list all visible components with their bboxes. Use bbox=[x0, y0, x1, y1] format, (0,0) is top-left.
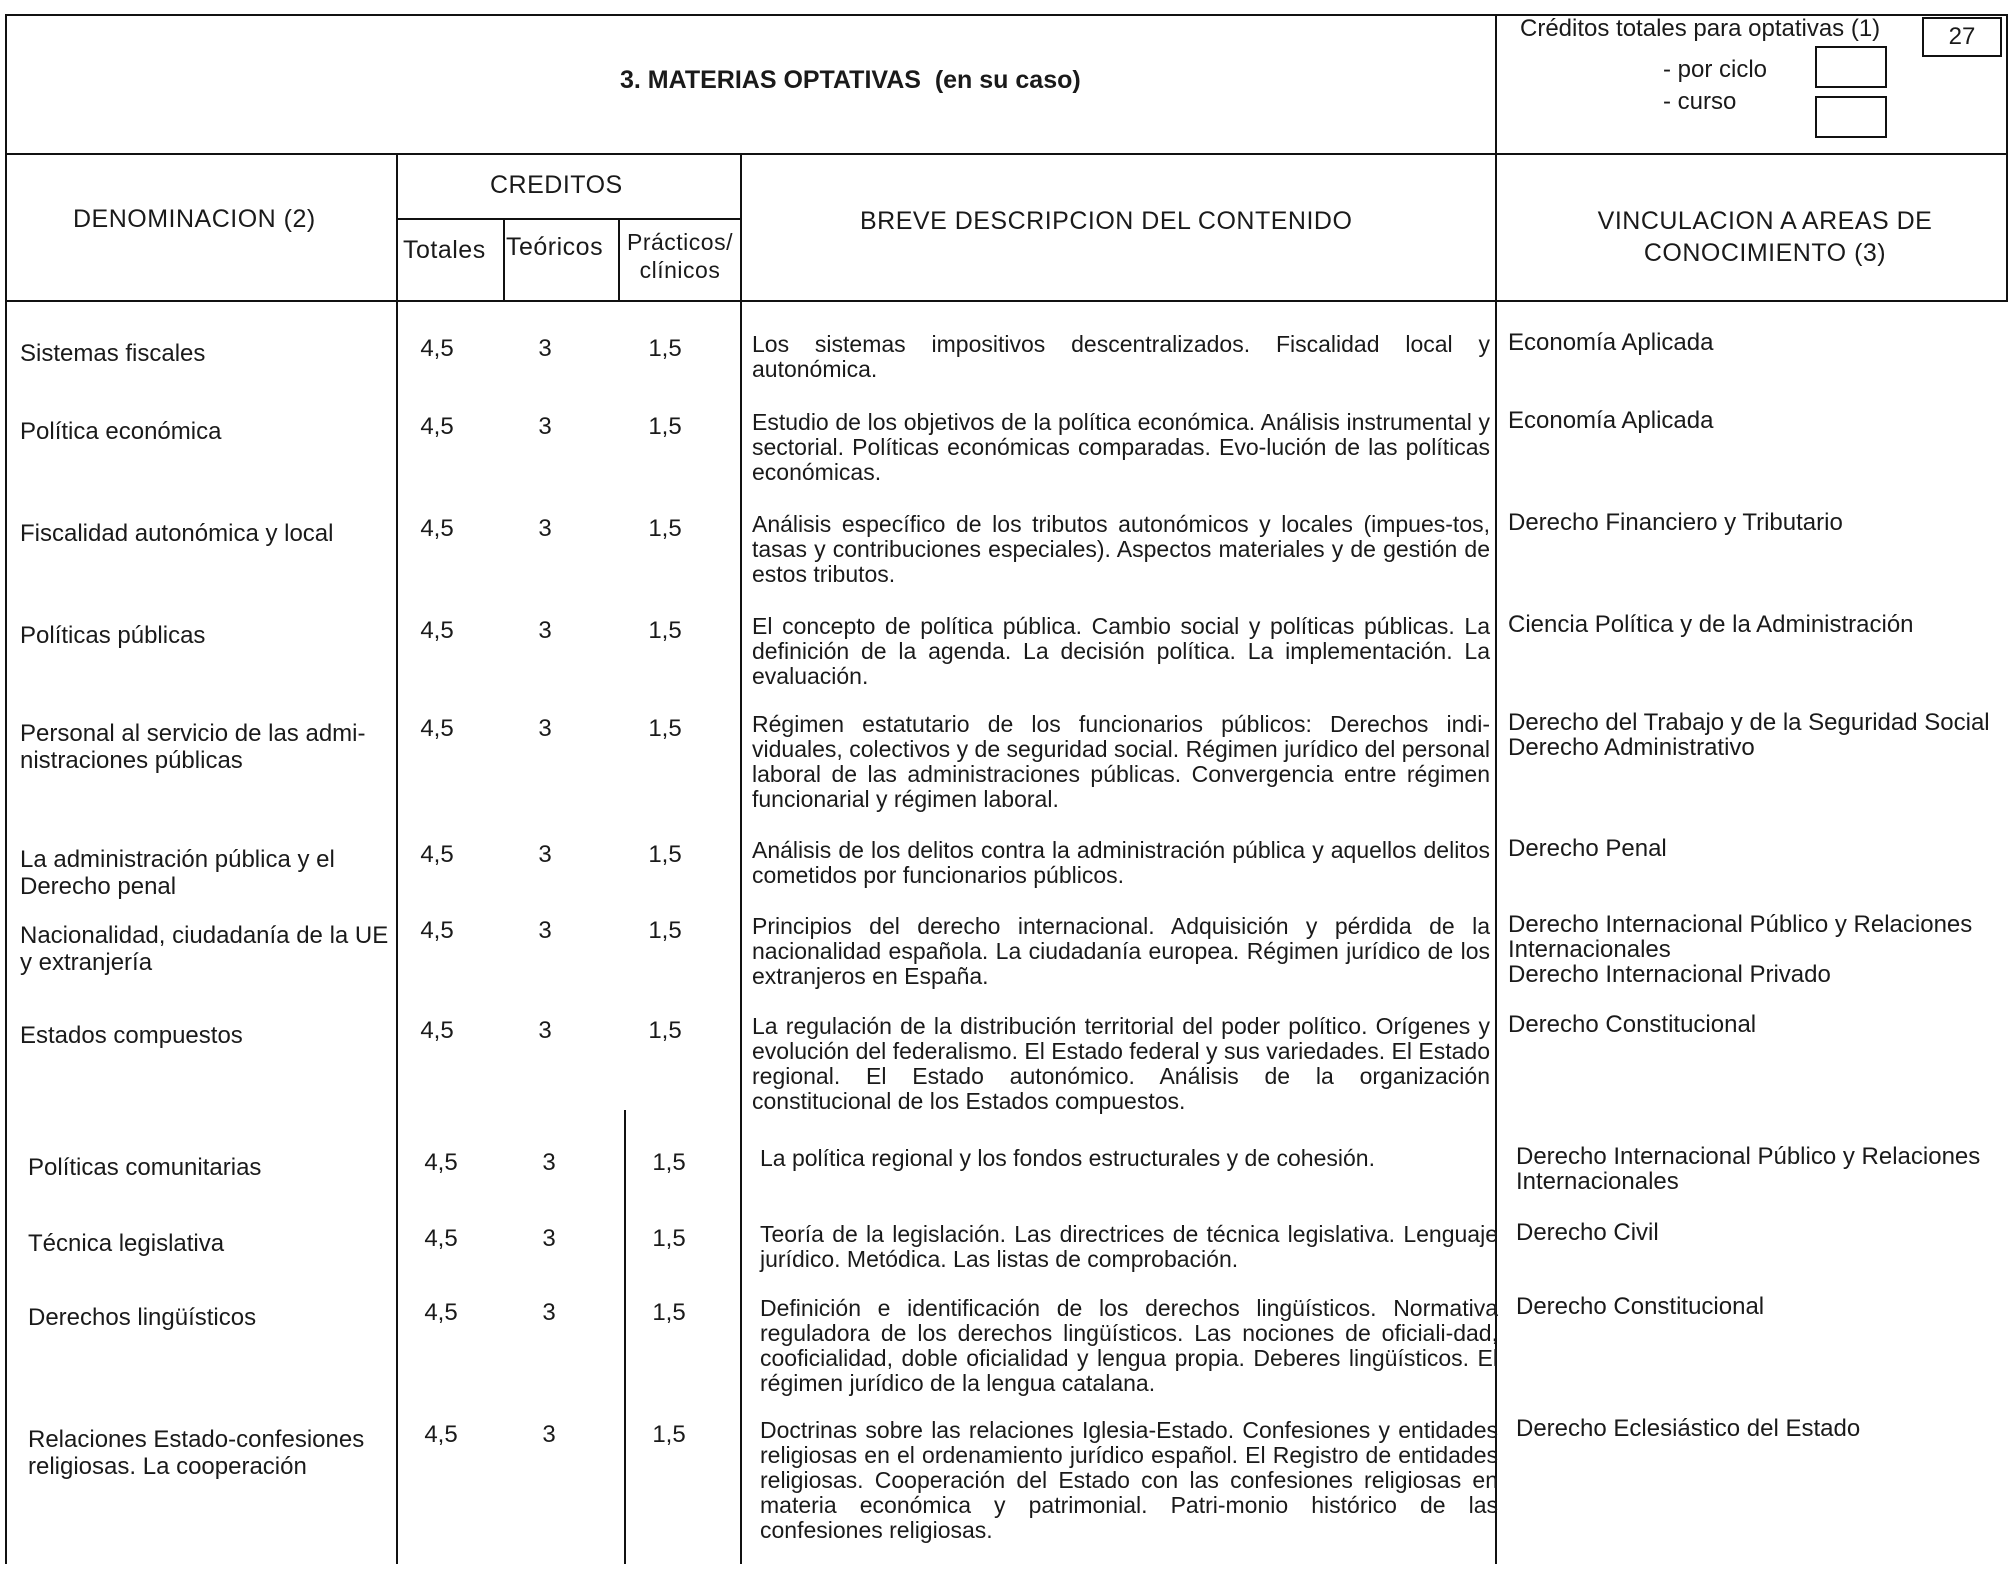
col-header-descripcion: BREVE DESCRIPCION DEL CONTENIDO bbox=[860, 207, 1353, 235]
creditos-practicos: 1,5 bbox=[652, 1225, 686, 1252]
frame-right-top bbox=[2006, 14, 2008, 302]
col-header-denominacion: DENOMINACION (2) bbox=[73, 205, 316, 233]
creditos-teoricos: 3 bbox=[542, 1149, 556, 1176]
materia-descripcion: Los sistemas impositivos descentralizados. Fiscalidad local y autonómica. bbox=[752, 331, 1490, 382]
creditos-totales: 4,5 bbox=[420, 335, 454, 362]
area-conocimiento: Derecho Constitucional bbox=[1508, 1011, 1757, 1038]
page-title: 3. MATERIAS OPTATIVAS (en su caso) bbox=[620, 66, 1081, 94]
col-header-vinculacion: VINCULACION A AREAS DE CONOCIMIENTO (3) bbox=[1597, 207, 1933, 267]
total-credits-value: 27 bbox=[1948, 23, 1976, 50]
creditos-practicos: 1,5 bbox=[648, 715, 682, 742]
materia-name: Sistemas fiscales bbox=[20, 340, 206, 367]
total-credits-box bbox=[1922, 17, 2002, 57]
creditos-teoricos: 3 bbox=[542, 1299, 556, 1326]
creditos-practicos: 1,5 bbox=[648, 413, 682, 440]
creditos-totales: 4,5 bbox=[420, 515, 454, 542]
col-divider-3-body bbox=[624, 1110, 626, 1564]
materia-descripcion: Doctrinas sobre las relaciones Iglesia-Estado. Confesiones y entidades religiosas en el ordenamiento jurídico español. El Registro de entidades religiosas. Cooperación del Estado con las confesiones religiosas en materia económica y patrimonial. Patri-monio histórico de las confesiones religiosas. bbox=[760, 1417, 1498, 1543]
col-header-creditos: CREDITOS bbox=[490, 171, 623, 199]
col-divider-4 bbox=[740, 153, 742, 1564]
area-conocimiento: Derecho Civil bbox=[1516, 1219, 1659, 1246]
total-credits-label: Créditos totales para optativas (1) bbox=[1520, 15, 1881, 42]
materia-name: Derechos lingüísticos bbox=[28, 1304, 257, 1331]
creditos-practicos: 1,5 bbox=[648, 617, 682, 644]
materia-descripcion: Régimen estatutario de los funcionarios públicos: Derechos indi-viduales, colectivos y de seguridad social. Régimen jurídico del personal laboral de las administraciones públicas. Convergencia entre régimen funcionarial y régimen laboral. bbox=[752, 711, 1490, 812]
col-header-teoricos: Teóricos bbox=[506, 233, 604, 261]
materia-name: Relaciones Estado-confesiones religiosas. La cooperación bbox=[28, 1426, 365, 1480]
creditos-totales: 4,5 bbox=[420, 413, 454, 440]
creditos-totales: 4,5 bbox=[420, 1017, 454, 1044]
creditos-teoricos: 3 bbox=[538, 917, 552, 944]
area-conocimiento: Economía Aplicada bbox=[1508, 407, 1714, 434]
area-conocimiento: Derecho del Trabajo y de la Seguridad Social Derecho Administrativo bbox=[1508, 709, 1990, 761]
creditos-practicos: 1,5 bbox=[648, 841, 682, 868]
per-cycle-label: - por ciclo bbox=[1663, 56, 1768, 83]
materia-descripcion: La regulación de la distribución territorial del poder político. Orígenes y evolución del federalismo. El Estado federal y sus variedades. El Estado regional. El Estado autonómico. Análisis de la organización constitucional de los Estados compuestos. bbox=[752, 1013, 1490, 1114]
materia-descripcion: Estudio de los objetivos de la política económica. Análisis instrumental y sectorial. Políticas económicas comparadas. Evo-lución de las políticas económicas. bbox=[752, 409, 1490, 485]
creditos-practicos: 1,5 bbox=[652, 1299, 686, 1326]
creditos-practicos: 1,5 bbox=[652, 1421, 686, 1448]
area-conocimiento: Derecho Penal bbox=[1508, 835, 1667, 862]
materia-descripcion: El concepto de política pública. Cambio social y políticas públicas. La definición de la agenda. La decisión política. La implementación. La evaluación. bbox=[752, 613, 1490, 689]
area-conocimiento: Economía Aplicada bbox=[1508, 329, 1714, 356]
per-cycle-box[interactable] bbox=[1815, 46, 1887, 88]
creditos-totales: 4,5 bbox=[424, 1299, 458, 1326]
materia-descripcion: La política regional y los fondos estructurales y de cohesión. bbox=[760, 1145, 1375, 1171]
materia-name: Estados compuestos bbox=[20, 1022, 243, 1049]
materia-name: Nacionalidad, ciudadanía de la UE y extranjería bbox=[20, 922, 389, 976]
area-conocimiento: Derecho Financiero y Tributario bbox=[1508, 509, 1843, 536]
creditos-totales: 4,5 bbox=[420, 617, 454, 644]
creditos-subline bbox=[396, 218, 740, 220]
creditos-practicos: 1,5 bbox=[648, 515, 682, 542]
materia-descripcion: Análisis específico de los tributos autonómicos y locales (impues-tos, tasas y contribuciones especiales). Aspectos materiales y de gestión de estos tributos. bbox=[752, 511, 1490, 587]
col-header-practicos: Prácticos/ clínicos bbox=[627, 229, 733, 283]
creditos-teoricos: 3 bbox=[542, 1225, 556, 1252]
creditos-practicos: 1,5 bbox=[652, 1149, 686, 1176]
creditos-totales: 4,5 bbox=[424, 1149, 458, 1176]
per-course-box[interactable] bbox=[1815, 96, 1887, 138]
area-conocimiento: Derecho Constitucional bbox=[1516, 1293, 1765, 1320]
area-conocimiento: Derecho Internacional Público y Relaciones Internacionales bbox=[1516, 1143, 1981, 1195]
per-course-label: - curso bbox=[1663, 88, 1737, 115]
creditos-teoricos: 3 bbox=[538, 617, 552, 644]
materia-name: Política económica bbox=[20, 418, 222, 445]
materia-descripcion: Definición e identificación de los derechos lingüísticos. Normativa reguladora de los derechos lingüísticos. Las nociones de oficiali-dad, cooficialidad, doble oficialidad y lengua propia. Deberes lingüísticos. El régimen jurídico de la lengua catalana. bbox=[760, 1295, 1498, 1396]
materia-name: Personal al servicio de las admi-nistraciones públicas bbox=[20, 720, 366, 774]
area-conocimiento: Derecho Eclesiástico del Estado bbox=[1516, 1415, 1861, 1442]
creditos-practicos: 1,5 bbox=[648, 1017, 682, 1044]
materia-name: Políticas comunitarias bbox=[28, 1154, 262, 1181]
header-bottom-line bbox=[5, 300, 2008, 302]
frame-left bbox=[5, 14, 7, 1564]
creditos-teoricos: 3 bbox=[538, 413, 552, 440]
creditos-teoricos: 3 bbox=[538, 515, 552, 542]
header-top-line bbox=[5, 153, 2008, 155]
materia-descripcion: Teoría de la legislación. Las directrices de técnica legislativa. Lenguaje jurídico. Metódica. Las listas de comprobación. bbox=[760, 1221, 1498, 1272]
materia-name: Fiscalidad autonómica y local bbox=[20, 520, 334, 547]
creditos-teoricos: 3 bbox=[542, 1421, 556, 1448]
creditos-totales: 4,5 bbox=[424, 1421, 458, 1448]
materia-name: Políticas públicas bbox=[20, 622, 206, 649]
title-divider bbox=[1495, 14, 1497, 154]
materia-name: Técnica legislativa bbox=[28, 1230, 225, 1257]
area-conocimiento: Ciencia Política y de la Administración bbox=[1508, 611, 1914, 638]
creditos-teoricos: 3 bbox=[538, 841, 552, 868]
materia-descripcion: Análisis de los delitos contra la administración pública y aquellos delitos cometidos por funcionarios públicos. bbox=[752, 837, 1490, 888]
creditos-totales: 4,5 bbox=[424, 1225, 458, 1252]
creditos-practicos: 1,5 bbox=[648, 335, 682, 362]
creditos-practicos: 1,5 bbox=[648, 917, 682, 944]
materia-name: La administración pública y el Derecho penal bbox=[20, 846, 335, 900]
creditos-totales: 4,5 bbox=[420, 841, 454, 868]
col-header-totales: Totales bbox=[403, 236, 486, 264]
col-divider-2 bbox=[503, 218, 505, 302]
creditos-totales: 4,5 bbox=[420, 715, 454, 742]
creditos-totales: 4,5 bbox=[420, 917, 454, 944]
area-conocimiento: Derecho Internacional Público y Relaciones Internacionales Derecho Internacional Privado bbox=[1508, 911, 1973, 988]
creditos-teoricos: 3 bbox=[538, 1017, 552, 1044]
creditos-teoricos: 3 bbox=[538, 335, 552, 362]
creditos-teoricos: 3 bbox=[538, 715, 552, 742]
materia-descripcion: Principios del derecho internacional. Adquisición y pérdida de la nacionalidad española. La ciudadanía europea. Régimen jurídico de los extranjeros en España. bbox=[752, 913, 1490, 989]
